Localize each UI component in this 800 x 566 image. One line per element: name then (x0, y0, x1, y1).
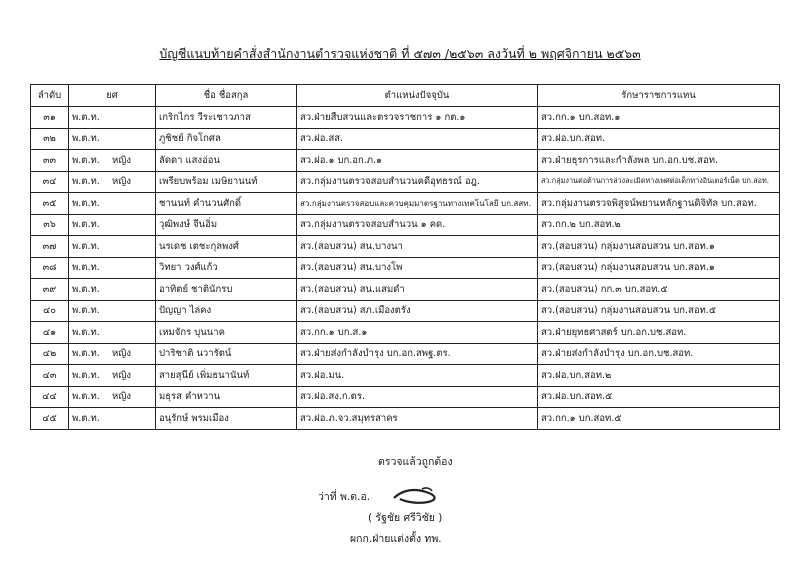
row-rank-cell (69, 365, 156, 387)
row-rank: พ.ต.ท. (72, 326, 100, 338)
row-name: ปัญญา ไล่คง (156, 300, 297, 322)
row-rank-cell (69, 408, 156, 430)
row-current-position: สว.กลุ่มงานตรวจสอบสำนวนคดีอุทธรณ์ อฎ. (297, 171, 538, 193)
row-rank: พ.ต.ท. (72, 219, 100, 231)
row-order: ๓๖ (31, 214, 69, 236)
row-sex: หญิง (112, 348, 131, 360)
row-name: วุฒิพงษ์ จีนอิ่ม (156, 214, 297, 236)
table-row (31, 322, 780, 344)
row-name: นรเดช เตชะกุลพงศ์ (156, 236, 297, 258)
row-order: ๓๗ (31, 236, 69, 258)
row-order: ๔๔ (31, 386, 69, 408)
row-rank: พ.ต.ท. (72, 197, 100, 209)
row-order: ๓๔ (31, 171, 69, 193)
row-rank: พ.ต.ท. (72, 111, 100, 123)
roster-body (31, 107, 780, 430)
table-row (31, 257, 780, 279)
row-order: ๔๑ (31, 322, 69, 344)
row-name: อาทิตย์ ชาตินักรบ (156, 279, 297, 301)
row-acting-position: สว.(สอบสวน) กก.๓ บก.สอท.๕ (538, 279, 780, 301)
row-acting-position: สว.กก.๑ บก.สอท.๕ (538, 408, 780, 430)
row-current-position: สว.ฝ่ายส่งกำลังบำรุง บก.อก.สพฐ.ตร. (297, 343, 538, 365)
row-acting-position: สว.กลุ่มงานตรวจพิสูจน์พยานหลักฐานดิจิทัล บก.สอท. (538, 193, 780, 215)
row-acting-position: สว.ฝอ.บก.สอท. (538, 128, 780, 150)
table-row (31, 279, 780, 301)
row-current-position: สว.ฝ่ายสืบสวนและตรวจราชการ ๑ กต.๑ (297, 107, 538, 129)
table-header-row (31, 85, 780, 107)
row-rank: พ.ต.ท. (72, 369, 100, 381)
row-acting-position: สว.กลุ่มงานต่อต้านการล่วงละเมิดทางเพศต่อเด็กทางอินเตอร์เน็ต บก.สอท. (538, 171, 780, 193)
row-rank-cell (69, 343, 156, 365)
document-title: บัญชีแนบท้ายคำสั่งสำนักงานตำรวจแห่งชาติ ที่ ๕๗๓ /๒๕๖๓ ลงวันที่ ๒ พฤศจิกายน ๒๕๖๓ (159, 46, 641, 61)
row-current-position: สว.กลุ่มงานตรวจสอบและควบคุมมาตรฐานทางเทคโนโลยี บก.สสท. (297, 193, 538, 215)
row-current-position: สว.ฝอ.ภ.จว.สมุทรสาคร (297, 408, 538, 430)
row-acting-position: สว.กก.๒ บก.สอท.๒ (538, 214, 780, 236)
table-row (31, 214, 780, 236)
row-rank: พ.ต.ท. (72, 240, 100, 252)
row-rank: พ.ต.ท. (72, 348, 100, 360)
row-name: อนุรักษ์ พรมเมือง (156, 408, 297, 430)
row-name: ลัดดา แสงอ่อน (156, 150, 297, 172)
row-name: วิทยา วงศ์แก้ว (156, 257, 297, 279)
row-acting-position: สว.ฝ่ายยุทธศาสตร์ บก.อก.บช.สอท. (538, 322, 780, 344)
row-order: ๓๕ (31, 193, 69, 215)
row-rank: พ.ต.ท. (72, 176, 100, 188)
row-order: ๔๓ (31, 365, 69, 387)
row-current-position: สว.กก.๑ บก.ส.๑ (297, 322, 538, 344)
row-rank: พ.ต.ท. (72, 391, 100, 403)
row-name: มธุรส คำหวาน (156, 386, 297, 408)
row-order: ๔๒ (31, 343, 69, 365)
row-rank-cell (69, 279, 156, 301)
table-row (31, 236, 780, 258)
row-acting-position: สว.(สอบสวน) กลุ่มงานสอบสวน บก.สอท.๑ (538, 257, 780, 279)
row-rank-cell (69, 300, 156, 322)
row-rank-cell (69, 171, 156, 193)
header-name: ชื่อ ชื่อสกุล (156, 85, 297, 107)
row-rank-cell (69, 107, 156, 129)
header-current-position: ตำแหน่งปัจจุบัน (297, 85, 538, 107)
row-current-position: สว.(สอบสวน) สภ.เมืองตรัง (297, 300, 538, 322)
row-rank: พ.ต.ท. (72, 412, 100, 424)
row-rank-cell (69, 193, 156, 215)
row-order: ๓๓ (31, 150, 69, 172)
table-row (31, 107, 780, 129)
table-row (31, 150, 780, 172)
row-rank-cell (69, 386, 156, 408)
row-name: สายสุนีย์ เพิ่มธนานันท์ (156, 365, 297, 387)
row-name: ปาริชาติ นวารัตน์ (156, 343, 297, 365)
row-rank-cell (69, 236, 156, 258)
row-sex: หญิง (112, 154, 131, 166)
table-row (31, 171, 780, 193)
table-row (31, 128, 780, 150)
header-order: ลำดับ (31, 85, 69, 107)
row-rank-cell (69, 322, 156, 344)
row-order: ๔๐ (31, 300, 69, 322)
row-acting-position: สว.ฝ่ายส่งกำลังบำรุง บก.อก.บช.สอท. (538, 343, 780, 365)
row-current-position: สว.(สอบสวน) สน.บางนา (297, 236, 538, 258)
row-order: ๓๙ (31, 279, 69, 301)
row-acting-position: สว.ฝ่ายธุรการและกำลังพล บก.อก.บช.สอท. (538, 150, 780, 172)
table-row (31, 408, 780, 430)
table-row (31, 343, 780, 365)
row-order: ๓๒ (31, 128, 69, 150)
row-current-position: สว.ฝอ.๑ บก.อก.ภ.๑ (297, 150, 538, 172)
row-current-position: สว.(สอบสวน) สน.บางโพ (297, 257, 538, 279)
verified-note: ตรวจแล้วถูกต้อง (378, 456, 453, 468)
row-name: เกริกไกร วีระเชาวภาส (156, 107, 297, 129)
table-row (31, 300, 780, 322)
row-name: เพรียบพร้อม เมษิยานนท์ (156, 171, 297, 193)
table-row (31, 365, 780, 387)
row-acting-position: สว.กก.๑ บก.สอท.๑ (538, 107, 780, 129)
row-acting-position: สว.ฝอ.บก.สอท.๕ (538, 386, 780, 408)
row-sex: หญิง (112, 391, 131, 403)
row-rank-cell (69, 214, 156, 236)
row-order: ๓๘ (31, 257, 69, 279)
signer-rank: ว่าที่ พ.ต.อ. (318, 491, 371, 503)
row-rank-cell (69, 257, 156, 279)
row-acting-position: สว.ฝอ.บก.สอท.๒ (538, 365, 780, 387)
row-name: เหมจักร บุนนาค (156, 322, 297, 344)
row-name: ภูชิชย์ กิจโกศล (156, 128, 297, 150)
row-rank: พ.ต.ท. (72, 262, 100, 274)
header-rank: ยศ (69, 85, 156, 107)
table-row (31, 386, 780, 408)
row-acting-position: สว.(สอบสวน) กลุ่มงานสอบสวน บก.สอท.๑ (538, 236, 780, 258)
row-rank: พ.ต.ท. (72, 283, 100, 295)
roster-table (30, 84, 780, 430)
row-rank: พ.ต.ท. (72, 305, 100, 317)
header-acting-position: รักษาราชการแทน (538, 85, 780, 107)
row-acting-position: สว.(สอบสวน) กลุ่มงานสอบสวน บก.สอท.๕ (538, 300, 780, 322)
row-rank-cell (69, 150, 156, 172)
row-order: ๔๕ (31, 408, 69, 430)
table-row (31, 193, 780, 215)
row-current-position: สว.ฝอ.สส. (297, 128, 538, 150)
row-current-position: สว.กลุ่มงานตรวจสอบสำนวน ๑ คด. (297, 214, 538, 236)
signer-name: ( รัฐชัย ศรีวิชัย ) (368, 512, 443, 524)
signature-scribble-icon (392, 484, 442, 508)
row-current-position: สว.ฝอ.สง.ก.ตร. (297, 386, 538, 408)
row-rank-cell (69, 128, 156, 150)
row-name: ชานนท์ คำนวนศักดิ์ (156, 193, 297, 215)
signer-position: ผกก.ฝ่ายแต่งตั้ง ทพ. (350, 533, 442, 545)
row-sex: หญิง (112, 369, 131, 381)
row-sex: หญิง (112, 176, 131, 188)
row-rank: พ.ต.ท. (72, 154, 100, 166)
row-rank: พ.ต.ท. (72, 133, 100, 145)
row-order: ๓๑ (31, 107, 69, 129)
row-current-position: สว.(สอบสวน) สน.แสมดำ (297, 279, 538, 301)
row-current-position: สว.ฝอ.มน. (297, 365, 538, 387)
